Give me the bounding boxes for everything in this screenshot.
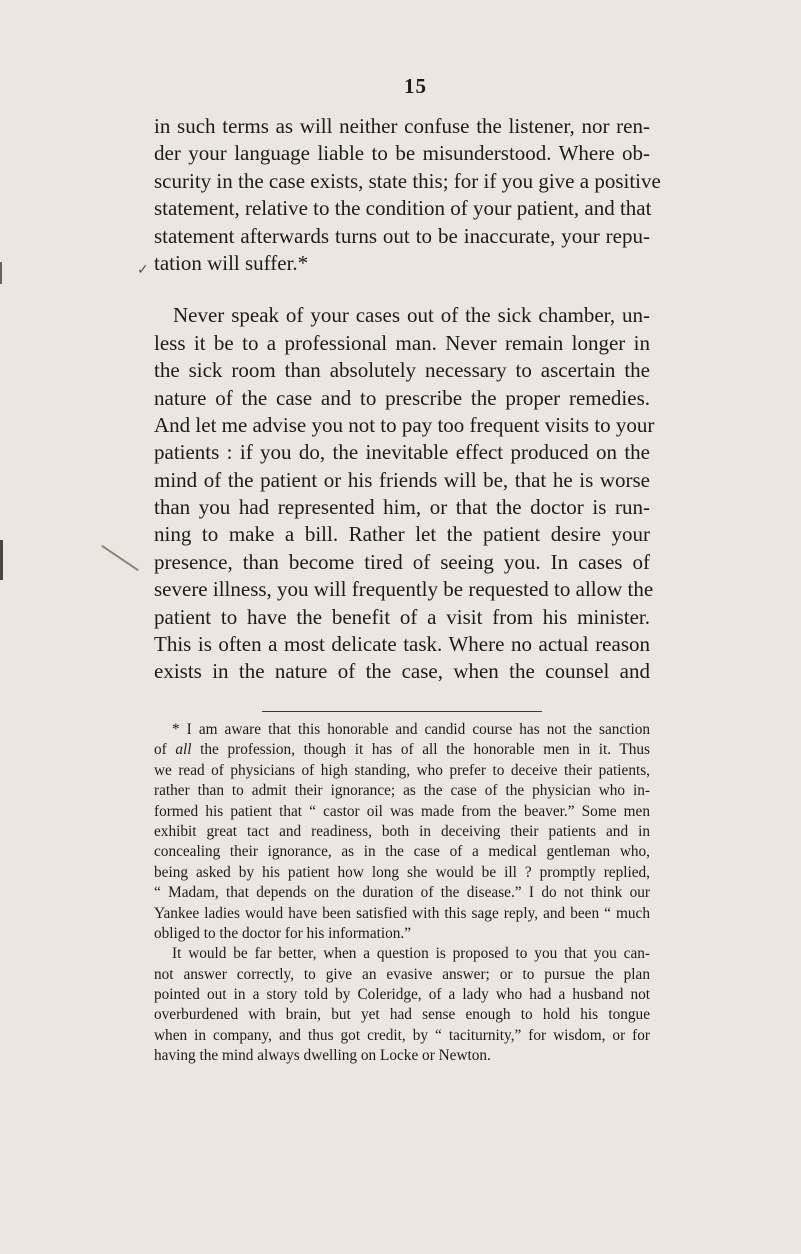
text-line: This is often a most delicate task. Where no actual reason — [154, 632, 650, 657]
footnote-paragraph-1 — [154, 720, 650, 944]
text-line: the sick room than absolutely necessary to ascertain the — [154, 358, 650, 383]
margin-edge-mark — [0, 262, 2, 284]
text-line: ning to make a bill. Rather let the patient desire your — [154, 522, 650, 547]
footnote-line: when in company, and thus got credit, by “ taciturnity,” for wisdom, or for — [154, 1026, 650, 1044]
footnote-line: pointed out in a story told by Coleridge, of a lady who had a husband not — [154, 986, 650, 1004]
text-line: exists in the nature of the case, when the counsel and — [154, 659, 650, 684]
main-text — [154, 113, 661, 686]
text-line: nature of the case and to prescribe the proper remedies. — [154, 385, 650, 410]
footnote-line: concealing their ignorance, as in the case of a medical gentleman who, — [154, 843, 650, 861]
footnote-line: * I am aware that this honorable and candid course has not the sanction — [172, 721, 650, 738]
text-line: And let me advise you not to pay too frequent visits to your — [154, 412, 655, 437]
text-line: der your language liable to be misunderstood. Where ob- — [154, 141, 650, 166]
footnote-line: we read of physicians of high standing, who prefer to deceive their patients, — [154, 761, 650, 779]
footnote-line: “ Madam, that depends on the duration of the disease.” I do not think our — [154, 884, 650, 902]
footnote — [154, 720, 650, 1067]
footnote-line: rather than to admit their ignorance; as the case of the physician who in- — [154, 782, 650, 800]
footnote-line: overburdened with brain, but yet had sense enough to hold his tongue — [154, 1006, 650, 1024]
text-line: mind of the patient or his friends will be, that he is worse — [154, 467, 650, 492]
footnote-divider — [262, 711, 542, 712]
margin-pencil-stroke — [101, 545, 139, 571]
text-line: Never speak of your cases out of the sick chamber, un- — [173, 303, 650, 328]
text-line: presence, than become tired of seeing you. In cases of — [154, 549, 650, 574]
text-line: in such terms as will neither confuse the listener, nor ren- — [154, 114, 650, 138]
footnote-line: being asked by his patient how long she would be ill ? promptly replied, — [154, 863, 650, 881]
footnote-line-rest: the profession, though it has of all the honorable men in it. Thus — [191, 741, 650, 759]
paragraph-2-continued — [154, 330, 655, 686]
margin-check-mark-icon: ✓ — [137, 263, 149, 278]
footnote-line: having the mind always dwelling on Locke or Newton. — [154, 1047, 491, 1065]
footnote-line: Yankee ladies would have been satisfied with this sage reply, and been “ much — [154, 904, 650, 922]
footnote-line: not answer correctly, to give an evasive answer; or to pursue the plan — [154, 965, 650, 983]
text-line: less it be to a professional man. Never remain longer in — [154, 330, 650, 355]
footnote-line — [154, 740, 650, 760]
text-line: than you had represented him, or that the doctor is run- — [154, 495, 650, 520]
text-line: statement, relative to the condition of your patient, and that — [154, 196, 652, 221]
footnote-line: It would be far better, when a question is proposed to you that you can- — [172, 945, 650, 963]
footnote-paragraph-2 — [154, 944, 650, 1066]
footnote-line: formed his patient that “ castor oil was made from the beaver.” Some men — [154, 802, 650, 820]
italic-word: all — [175, 741, 192, 759]
text-line: scurity in the case exists, state this; for if you give a positive — [154, 168, 661, 193]
text-line: severe illness, you will frequently be requested to allow the — [154, 577, 654, 602]
footnote-line: exhibit great tact and readiness, both in deceiving their patients and in — [154, 822, 650, 840]
text-line: patients : if you do, the inevitable effect produced on the — [154, 440, 650, 465]
footnote-line-prefix: of — [154, 741, 176, 759]
paragraph-2 — [154, 302, 650, 329]
text-line: patient to have the benefit of a visit from his minister. — [154, 604, 650, 629]
text-line: tation will suffer.* — [154, 250, 309, 275]
page-number: 15 — [404, 74, 427, 98]
footnote-line: obliged to the doctor for his information.” — [154, 924, 412, 942]
margin-bracket-mark — [0, 540, 3, 580]
text-line: statement afterwards turns out to be inaccurate, your repu- — [154, 223, 650, 248]
paragraph-1 — [154, 113, 661, 277]
